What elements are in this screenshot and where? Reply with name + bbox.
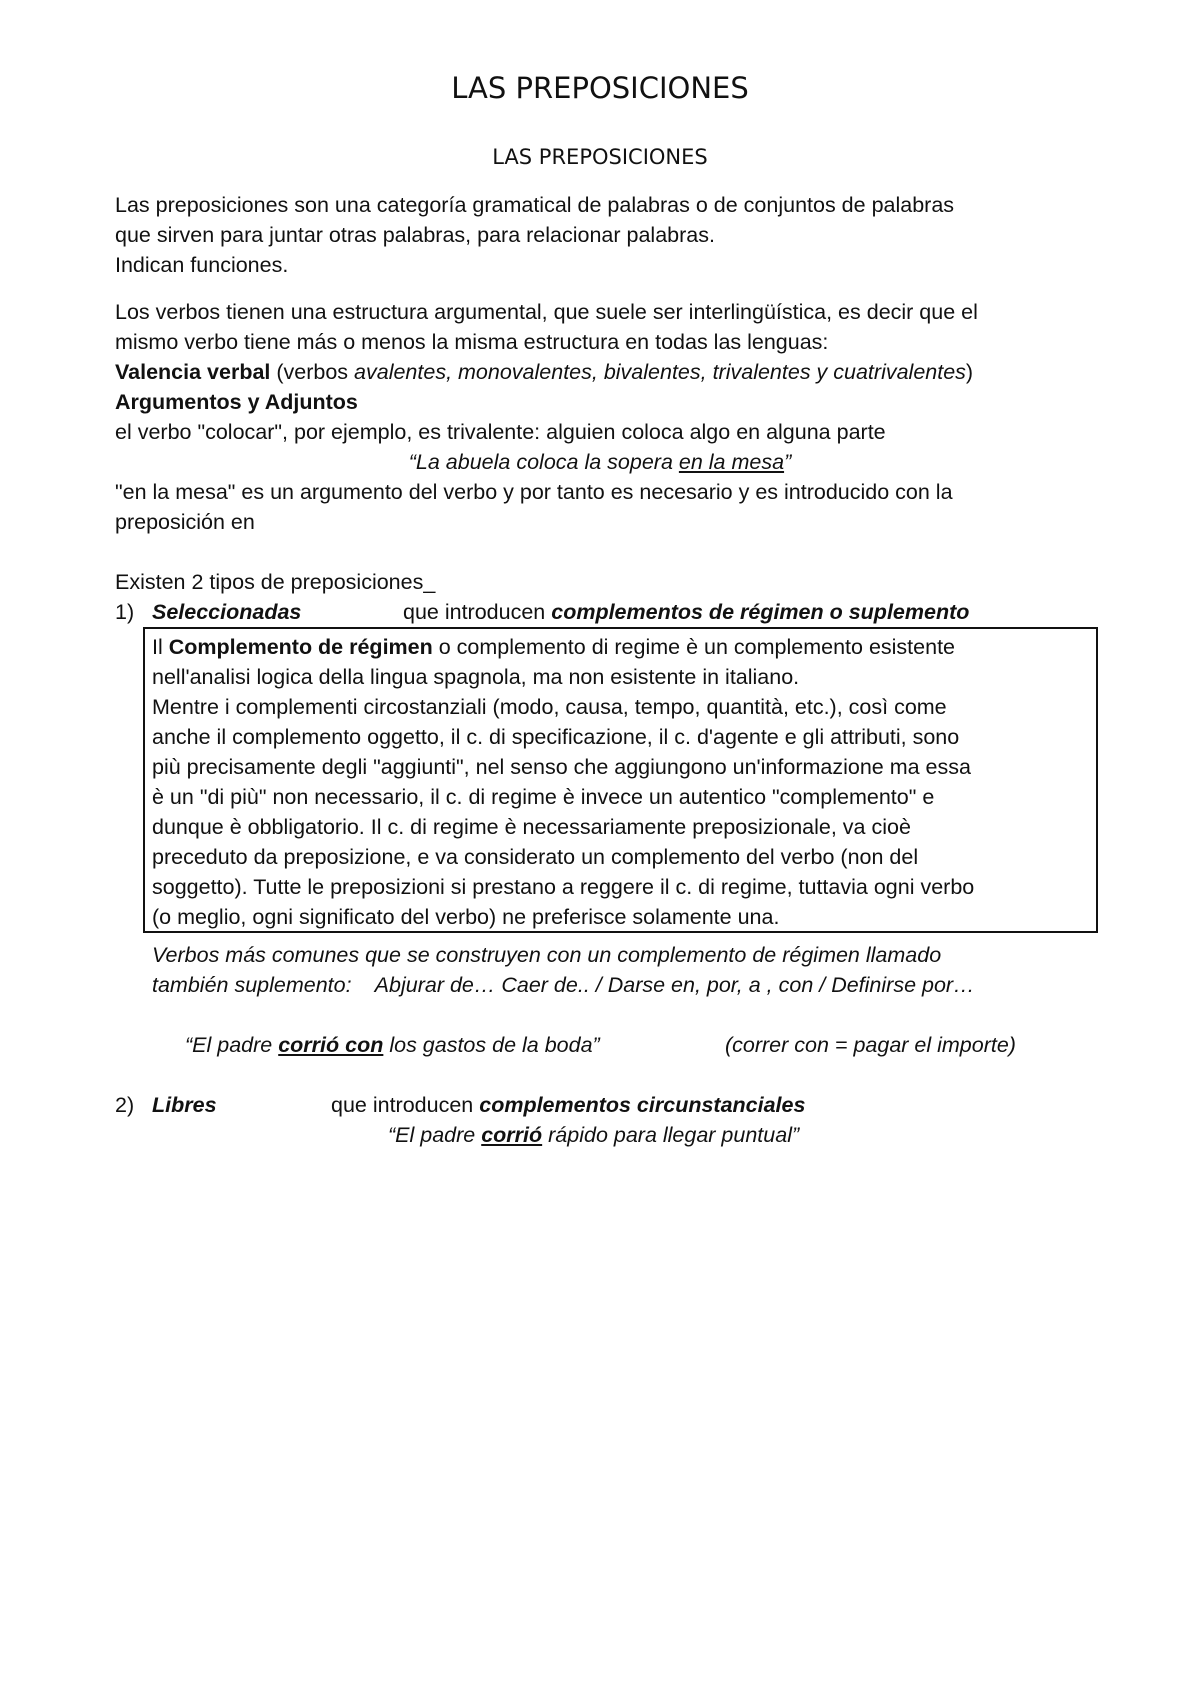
intro-line-2: que sirven para juntar otras palabras, para relacionar palabras. xyxy=(115,223,715,247)
document-title: LAS PREPOSICIONES xyxy=(451,71,749,105)
valencia-close: ) xyxy=(965,360,974,384)
type-2-description: que introducen complementos circunstanciales xyxy=(331,1093,806,1117)
example-2: “El padre corrió con los gastos de la boda” xyxy=(185,1033,600,1057)
box-line-10: (o meglio, ogni significato del verbo) ne preferisce solamente una. xyxy=(152,905,780,929)
valencia-term: Valencia verbal xyxy=(115,360,271,384)
valencia-line xyxy=(115,357,973,387)
type-2-label: Libres xyxy=(152,1093,217,1117)
example-2-note: (correr con = pagar el importe) xyxy=(725,1033,1016,1057)
example-2-verb: corrió con xyxy=(278,1033,384,1057)
box-line-2: nell'analisi logica della lingua spagnola, ma non esistente in italiano. xyxy=(152,665,800,689)
intro-line-3: Indican funciones. xyxy=(115,253,289,277)
verbos-comunes-line-2: también suplemento: Abjurar de… Caer de.. / Darse en, por, a , con / Definirse por… xyxy=(152,973,975,997)
box-line-5: più precisamente degli "aggiunti", nel senso che aggiungono un'informazione ma essa xyxy=(152,755,971,779)
example-1-underlined: en la mesa xyxy=(678,450,785,474)
valencia-open: (verbos xyxy=(270,360,355,384)
verbos-comunes-line-1: Verbos más comunes que se construyen con un complemento de régimen llamado xyxy=(152,943,942,967)
box-line-8: preceduto da preposizione, e va considerato un complemento del verbo (non del xyxy=(152,845,919,869)
type-1-label: Seleccionadas xyxy=(152,600,302,624)
en-la-mesa-line-1: "en la mesa" es un argumento del verbo y por tanto es necesario y es introducido con la xyxy=(115,480,953,504)
box-line-4: anche il complemento oggetto, il c. di specificazione, il c. d'agente e gli attributi, sono xyxy=(152,725,960,749)
example-3: “El padre corrió rápido para llegar puntual” xyxy=(388,1123,800,1147)
box-line-9: soggetto). Tutte le preposizioni si prestano a reggere il c. di regime, tuttavia ogni verbo xyxy=(152,875,975,899)
argumentos-heading: Argumentos y Adjuntos xyxy=(115,390,358,414)
type-1-number: 1) xyxy=(115,600,135,624)
example-3-verb: corrió xyxy=(481,1123,543,1147)
intro-line-1: Las preposiciones son una categoría gramatical de palabras o de conjuntos de palabras xyxy=(115,193,955,217)
box-line-1: Il Complemento de régimen o complemento di regime è un complemento esistente xyxy=(152,635,955,659)
paragraph-line-1: Los verbos tienen una estructura argumental, que suele ser interlingüística, es decir que el xyxy=(115,300,978,324)
section-title: LAS PREPOSICIONES xyxy=(492,145,708,169)
paragraph-line-2: mismo verbo tiene más o menos la misma estructura en todas las lenguas: xyxy=(115,330,829,354)
colocar-line: el verbo "colocar", por ejemplo, es trivalente: alguien coloca algo en alguna parte xyxy=(115,420,886,444)
existen-line: Existen 2 tipos de preposiciones_ xyxy=(115,570,436,594)
valencia-types: avalentes, monovalentes, bivalentes, trivalentes y cuatrivalentes xyxy=(354,360,966,384)
type-1-description: que introducen complementos de régimen o suplemento xyxy=(403,600,970,624)
example-1: “La abuela coloca la sopera en la mesa” xyxy=(408,450,792,474)
box-line-7: dunque è obbligatorio. Il c. di regime è necessariamente preposizionale, va cioè xyxy=(152,815,911,839)
type-2-number: 2) xyxy=(115,1093,135,1117)
box-line-6: è un "di più" non necessario, il c. di regime è invece un autentico "complemento" e xyxy=(152,785,935,809)
box-line-3: Mentre i complementi circostanziali (modo, causa, tempo, quantità, etc.), così come xyxy=(152,695,947,719)
en-la-mesa-line-2: preposición en xyxy=(115,510,255,534)
